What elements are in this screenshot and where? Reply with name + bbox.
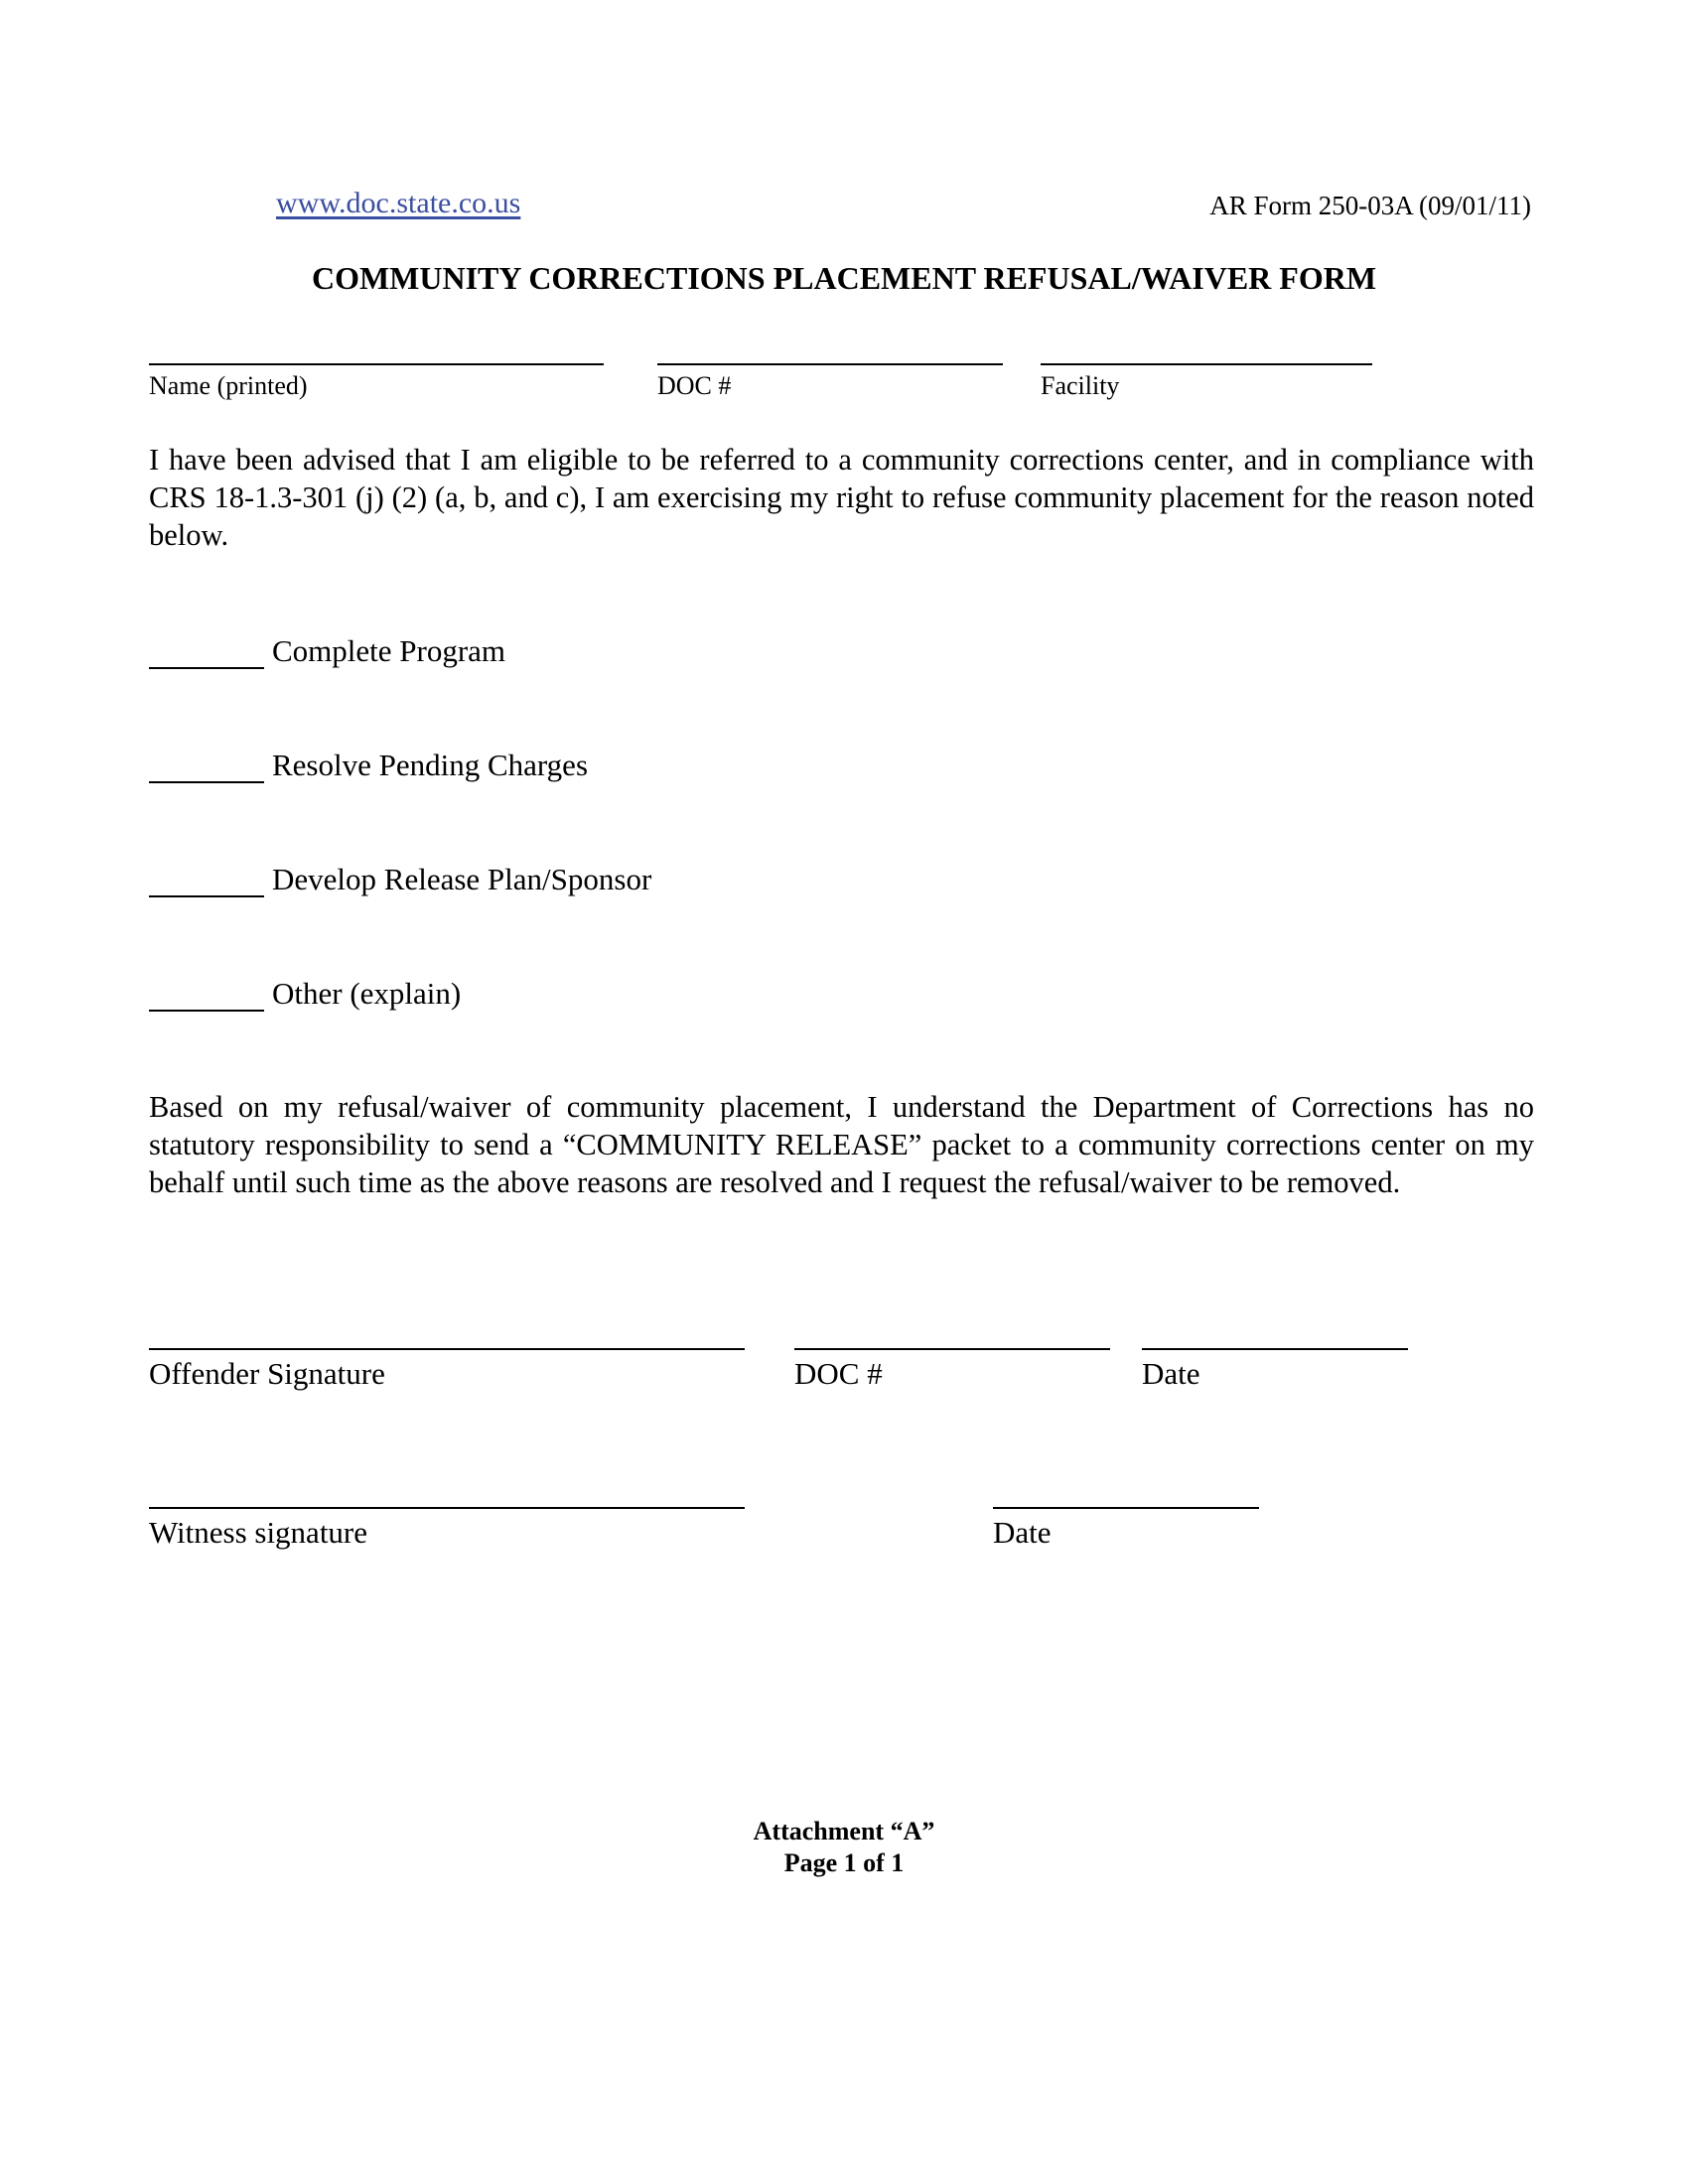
offender-doc-number-field[interactable] xyxy=(794,1348,1110,1350)
witness-signature-label: Witness signature xyxy=(149,1515,368,1550)
witness-date-field[interactable] xyxy=(993,1507,1259,1509)
option-checkmark-blank[interactable] xyxy=(149,866,264,897)
name-field[interactable] xyxy=(149,363,604,365)
option-label: Other (explain) xyxy=(272,976,462,1011)
facility-label: Facility xyxy=(1041,371,1120,400)
option-checkmark-blank[interactable] xyxy=(149,751,264,783)
option-label: Resolve Pending Charges xyxy=(272,748,589,782)
option-checkmark-blank[interactable] xyxy=(149,980,264,1012)
intro-paragraph: I have been advised that I am eligible to be referred to a community corrections center, and in compliance with CRS 18-1.3-301 (j) (2) (a, b, and c), I am exercising my right to refuse community placement for the reason noted below. xyxy=(149,443,1534,552)
offender-signature-label: Offender Signature xyxy=(149,1356,385,1391)
option-label: Develop Release Plan/Sponsor xyxy=(272,862,652,896)
option-complete-program[interactable] xyxy=(149,629,505,669)
option-checkmark-blank[interactable] xyxy=(149,637,264,669)
page-title: COMMUNITY CORRECTIONS PLACEMENT REFUSAL/WAIVER FORM xyxy=(311,260,1377,296)
facility-field[interactable] xyxy=(1041,363,1372,365)
option-develop-release-plan[interactable] xyxy=(149,858,651,897)
doc-number-label: DOC # xyxy=(657,371,732,400)
offender-date-label: Date xyxy=(1142,1356,1200,1391)
page-number: Page 1 of 1 xyxy=(783,1848,905,1877)
offender-doc-number-label: DOC # xyxy=(794,1356,883,1391)
offender-signature-field[interactable] xyxy=(149,1348,745,1350)
option-other-explain[interactable] xyxy=(149,972,461,1012)
offender-date-field[interactable] xyxy=(1142,1348,1408,1350)
form-id: AR Form 250-03A (09/01/11) xyxy=(1209,191,1531,220)
witness-date-label: Date xyxy=(993,1515,1052,1550)
doc-number-field[interactable] xyxy=(657,363,1003,365)
option-label: Complete Program xyxy=(272,633,506,668)
website-link[interactable]: www.doc.state.co.us xyxy=(276,187,521,219)
witness-signature-field[interactable] xyxy=(149,1507,745,1509)
option-resolve-pending-charges[interactable] xyxy=(149,744,588,783)
name-label: Name (printed) xyxy=(149,371,308,400)
attachment-label: Attachment “A” xyxy=(753,1817,935,1845)
statement-paragraph: Based on my refusal/waiver of community placement, I understand the Department of Corrections has no statutory responsibility to send a “COMMUNITY RELEASE” packet to a community corrections center on my behalf until such time as the above reasons are resolved and I request the refusal/waiver to be removed. xyxy=(149,1090,1534,1199)
